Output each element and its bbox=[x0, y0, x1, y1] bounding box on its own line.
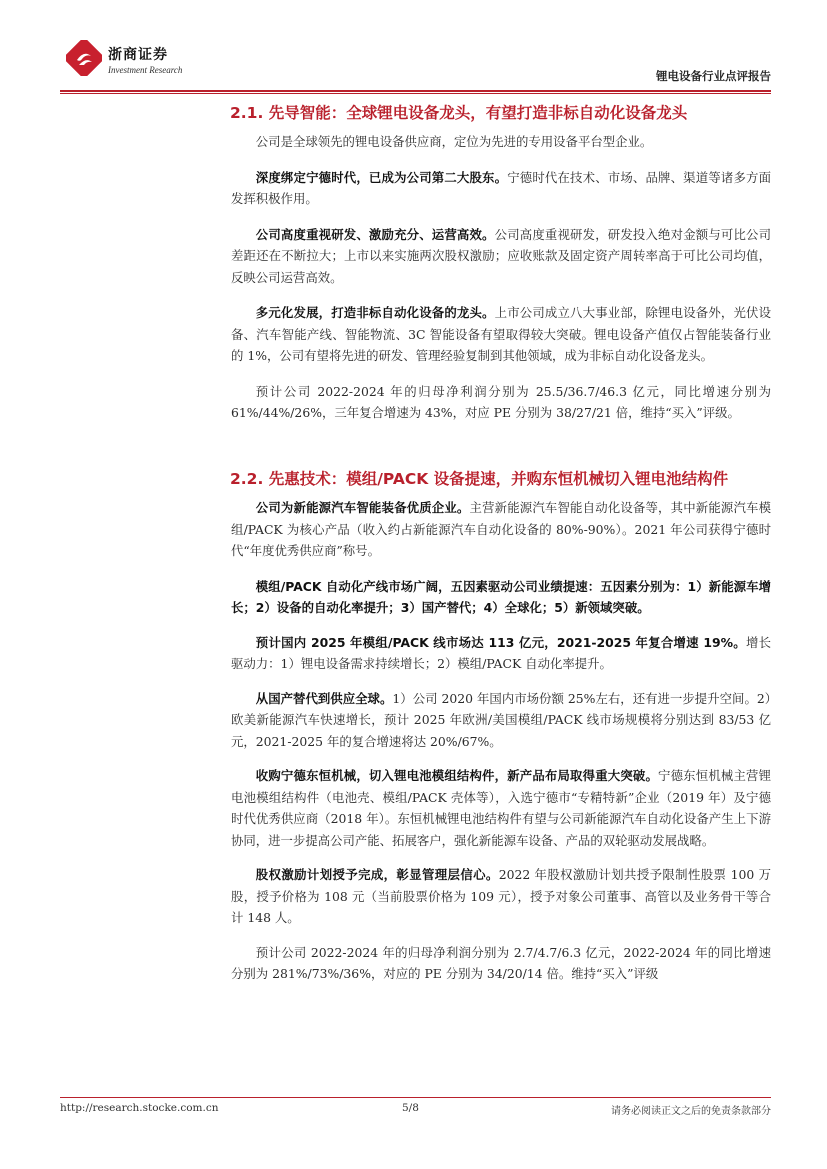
paragraph-lead: 预计国内 2025 年模组/PACK 线市场达 113 亿元，2021-2025 年复合增速 19%。 bbox=[255, 634, 746, 650]
header-divider-thin bbox=[60, 93, 771, 94]
paragraph bbox=[231, 167, 771, 210]
section-1-body bbox=[231, 131, 771, 424]
page-header bbox=[60, 38, 771, 90]
paragraph bbox=[231, 302, 771, 367]
brand-name-en: Investment Research bbox=[108, 65, 183, 75]
paragraph bbox=[231, 942, 771, 985]
paragraph-text: 公司高度重视研发，研发投入绝对金额与可比公司差距还在不断拉大；上市以来实施两次股权激励；应收账款及固定资产周转率高于可比公司均值，反映公司运营高效。 bbox=[231, 226, 772, 285]
paragraph-text: 2022 年股权激励计划共授予限制性股票 100 万股，授予价格为 108 元（当前股票价格为 109 元），授予对象公司董事、高管以及业务骨干等合计 148 人。 bbox=[231, 867, 772, 925]
paragraph-text: 1）公司 2020 年国内市场份额 25%左右，还有进一步提升空间。2）欧美新能源汽车快速增长，预计 2025 年欧洲/美国模组/PACK 线市场规模将分别达到 83/53 亿元，2021-2025 年的复合增速将达 20%/67%。 bbox=[231, 690, 771, 749]
paragraph-lead: 从国产替代到供应全球。 bbox=[255, 690, 393, 706]
footer-divider bbox=[60, 1097, 771, 1098]
paragraph-lead: 公司高度重视研发、激励充分、运营高效。 bbox=[255, 226, 495, 242]
footer-url-link[interactable]: http://research.stocke.com.cn bbox=[60, 1102, 219, 1114]
paragraph-lead: 股权激励计划授予完成，彰显管理层信心。 bbox=[255, 867, 499, 882]
paragraph bbox=[231, 576, 771, 619]
brand-name-cn: 浙商证券 bbox=[108, 47, 168, 63]
paragraph-lead: 多元化发展，打造非标自动化设备的龙头。 bbox=[255, 305, 495, 320]
paragraph-text: 增长驱动力：1）锂电设备需求持续增长；2）模组/PACK 自动化率提升。 bbox=[231, 634, 771, 671]
brand-logo-icon bbox=[66, 40, 102, 76]
paragraph bbox=[231, 864, 771, 929]
paragraph-text: 预计公司 2022-2024 年的归母净利润分别为 2.7/4.7/6.3 亿元，2022-2024 年的同比增速分别为 281%/73%/36%，对应的 PE 分别为 34/20/14 倍。维持“买入”评级 bbox=[231, 944, 771, 981]
paragraph-lead: 收购宁德东恒机械，切入锂电池模组结构件，新产品布局取得重大突破。 bbox=[255, 768, 659, 783]
footer-disclaimer: 请务必阅读正文之后的免责条款部分 bbox=[611, 1106, 771, 1117]
paragraph-text: 宁德东恒机械主营锂电池模组结构件（电池壳、模组/PACK 壳体等），入选宁德市“专精特新”企业（2019 年）及宁德时代优秀供应商（2018 年）。东恒机械锂电池结构件有望与公司新能源汽车自动化设备产生上下游协同，进一步提高公司产能、拓展客户，强化新能源车设备、产品的双轮驱动发展战略。 bbox=[231, 768, 771, 848]
paragraph bbox=[231, 224, 771, 289]
paragraph-text: 宁德时代在技术、市场、品牌、渠道等诸多方面发挥积极作用。 bbox=[231, 169, 771, 206]
paragraph bbox=[231, 497, 771, 562]
section-title-1: 2.1. 先导智能：全球锂电设备龙头，有望打造非标自动化设备龙头 bbox=[230, 104, 688, 122]
paragraph bbox=[231, 632, 771, 675]
paragraph bbox=[231, 688, 771, 753]
paragraph-lead: 公司为新能源汽车智能装备优质企业。 bbox=[255, 500, 470, 515]
paragraph bbox=[231, 131, 771, 153]
paragraph-lead: 模组/PACK 自动化产线市场广阔，五因素驱动公司业绩提速：五因素分别为：1）新能源车增长；2）设备的自动化率提升；3）国产替代；4）全球化；5）新领域突破。 bbox=[231, 578, 771, 615]
paragraph-lead: 深度绑定宁德时代，已成为公司第二大股东。 bbox=[255, 169, 508, 185]
page-number: 5/8 bbox=[402, 1102, 419, 1114]
paragraph bbox=[231, 381, 771, 424]
report-type-label: 锂电设备行业点评报告 bbox=[656, 69, 771, 83]
section-2-body bbox=[231, 497, 771, 985]
paragraph-text: 主营新能源汽车智能自动化设备等，其中新能源汽车模组/PACK 为核心产品（收入约占新能源汽车自动化设备的 80%-90%）。2021 年公司获得宁德时代“年度优秀供应商”称号。 bbox=[231, 500, 772, 558]
paragraph-text: 上市公司成立八大事业部，除锂电设备外，光伏设备、汽车智能产线、智能物流、3C 智能设备有望取得较大突破。锂电设备产值仅占智能装备行业的 1%，公司有望将先进的研发、管理经验复制到其他领域，成为非标自动化设备龙头。 bbox=[231, 305, 772, 363]
paragraph-text: 预计公司 2022-2024 年的归母净利润分别为 25.5/36.7/46.3 亿元，同比增速分别为 61%/44%/26%，三年复合增速为 43%，对应 PE 分别为 38/27/21 倍，维持“买入”评级。 bbox=[231, 383, 771, 420]
paragraph bbox=[231, 765, 771, 851]
section-title-2: 2.2. 先惠技术：模组/PACK 设备提速，并购东恒机械切入锂电池结构件 bbox=[230, 470, 729, 488]
paragraph-text: 公司是全球领先的锂电设备供应商，定位为先进的专用设备平台型企业。 bbox=[255, 134, 653, 149]
header-divider bbox=[60, 90, 771, 92]
